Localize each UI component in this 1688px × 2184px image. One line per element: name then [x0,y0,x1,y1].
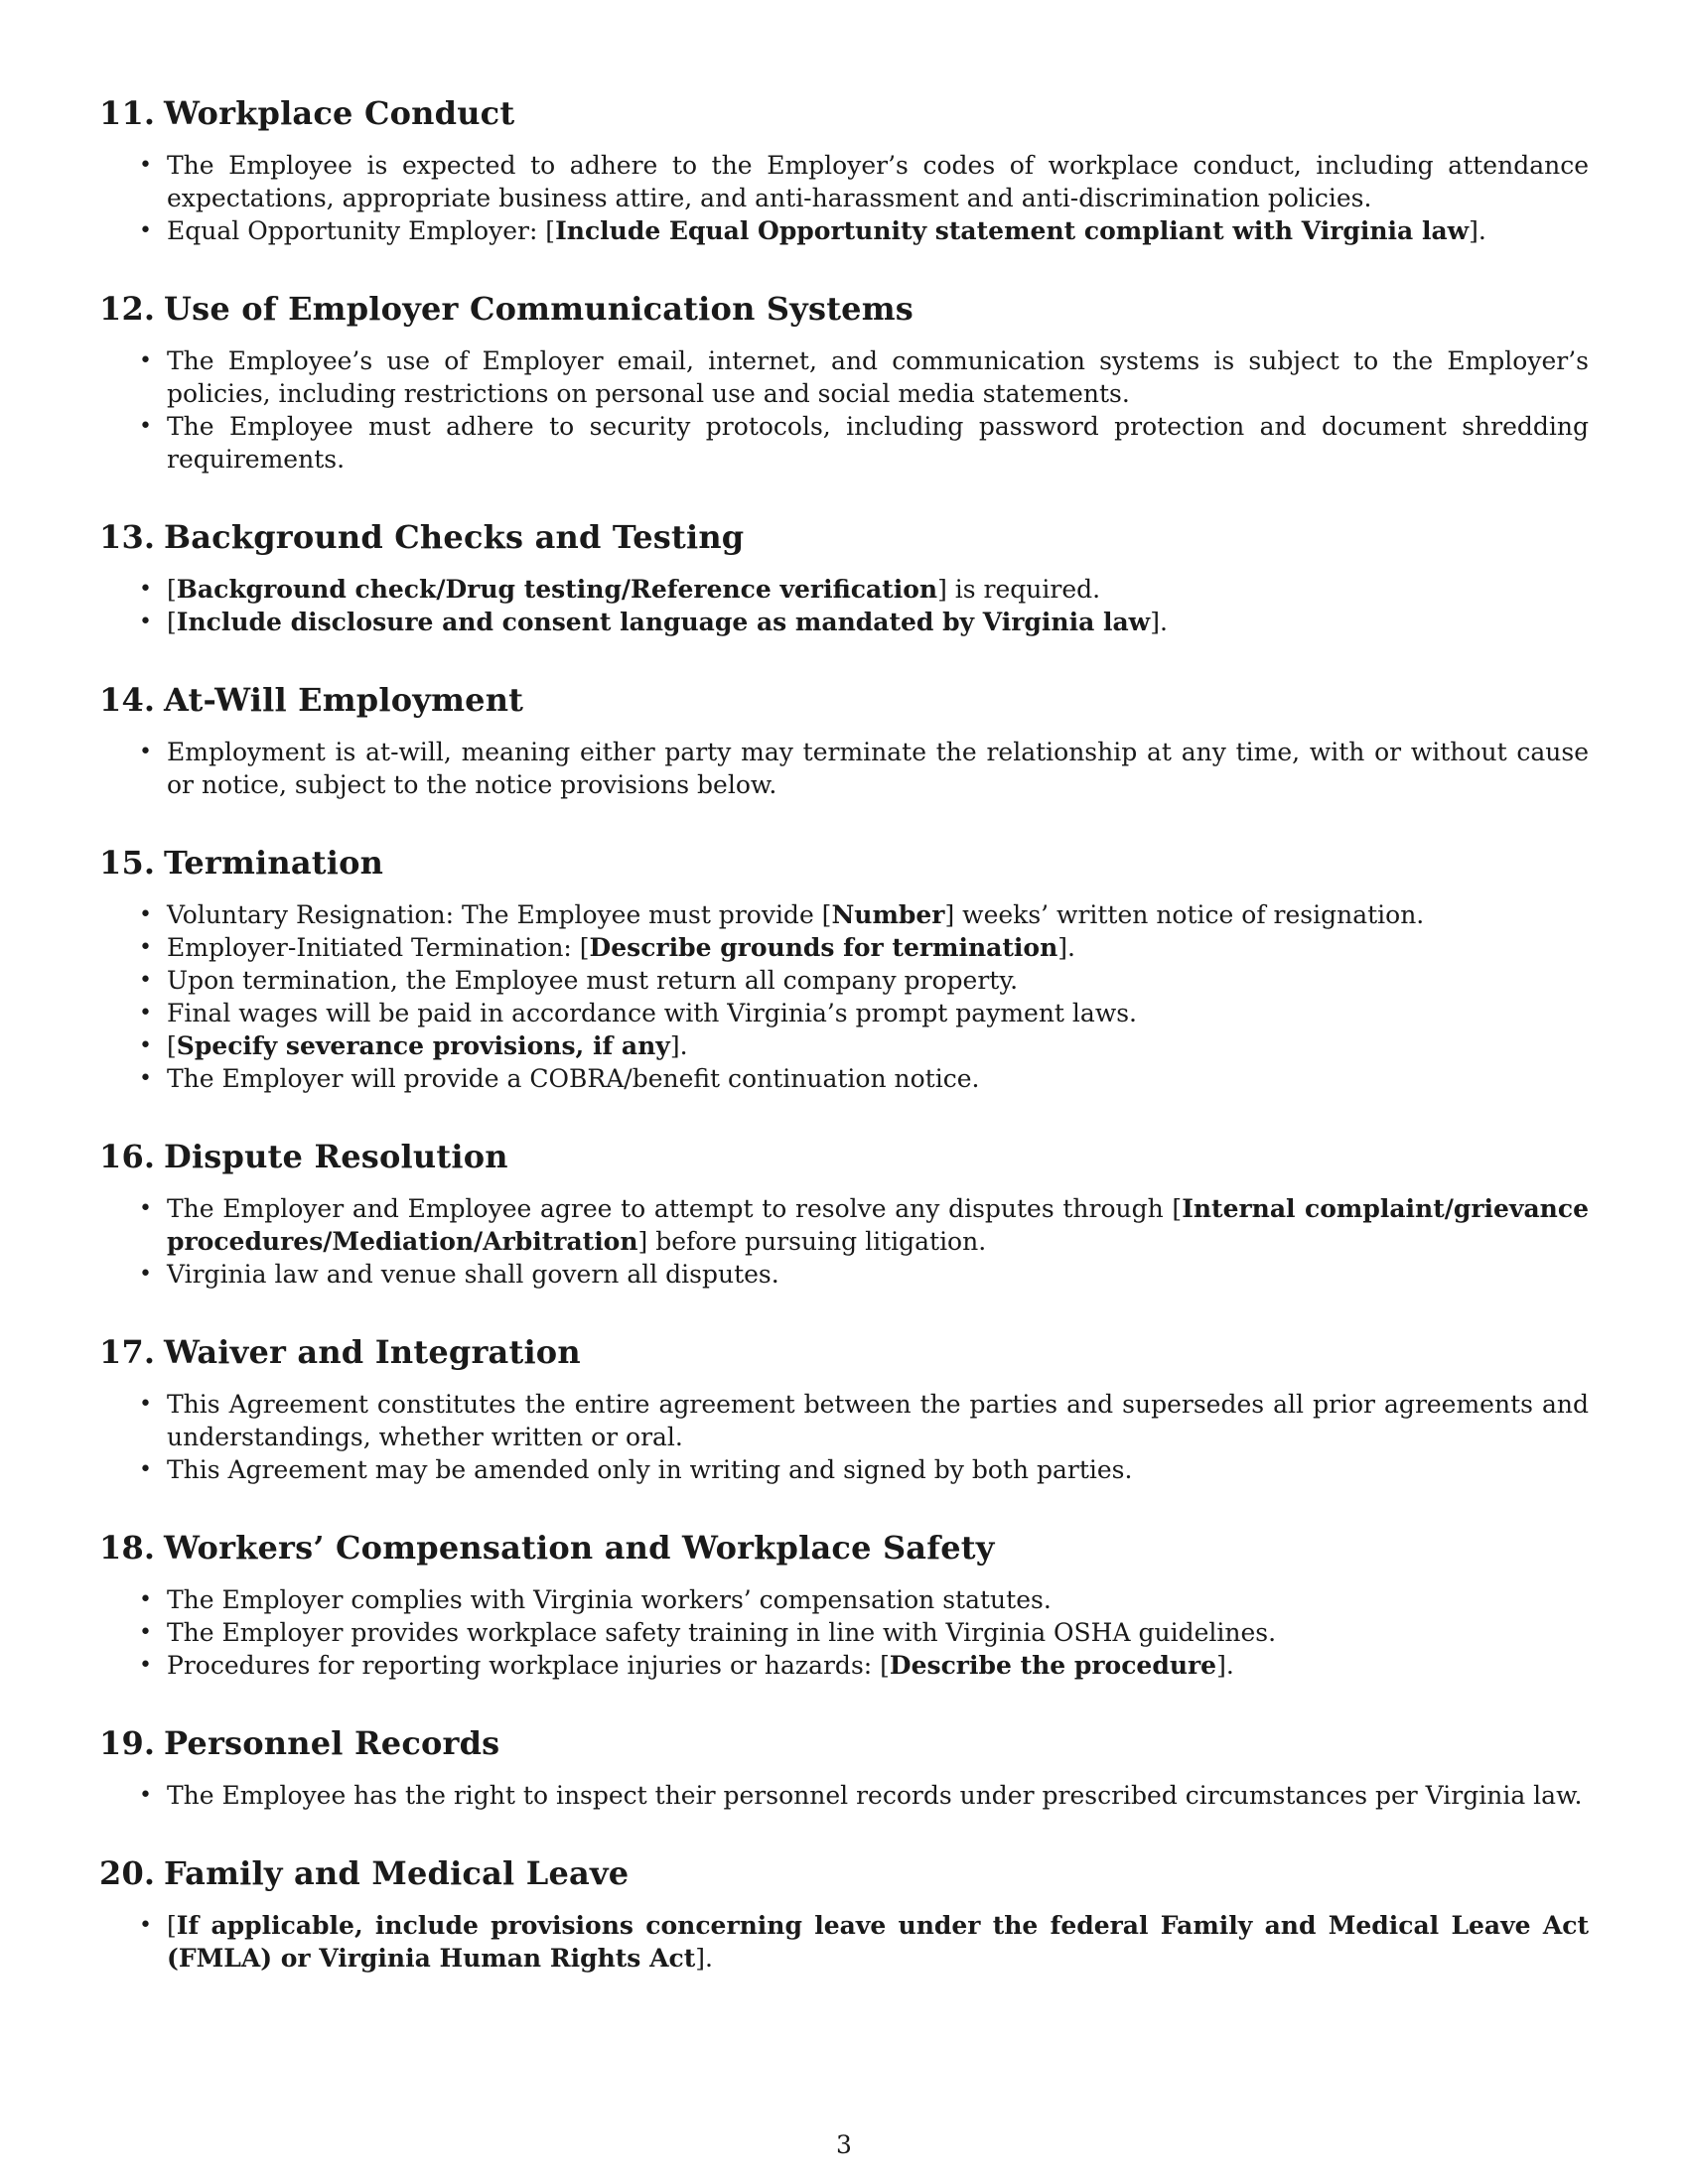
body-text: Employer-Initiated Termination: [ [167,933,590,962]
body-text: [ [167,1031,177,1060]
list-item [167,1192,1589,1258]
section-16 [99,1135,1589,1291]
section-title: Workplace Conduct [164,94,515,132]
page-number: 3 [836,2130,852,2159]
list-item [167,1453,1589,1486]
body-text: ]. [1150,608,1168,636]
body-text: Employment is at-will, meaning either party may terminate the relationship at any time, with or without cause or notice, subject to the notice provisions below. [167,738,1589,799]
list-item [167,1583,1589,1616]
placeholder-text: Describe grounds for termination [589,933,1058,962]
body-text: The Employer complies with Virginia workers’ compensation statutes. [167,1585,1052,1614]
list-item [167,1029,1589,1062]
bullet-list [99,1779,1589,1812]
section-number: 16. [99,1138,156,1175]
body-text: The Employer will provide a COBRA/benefit continuation notice. [167,1064,980,1093]
list-item [167,149,1589,214]
section-title: Family and Medical Leave [164,1854,630,1892]
bullet-list [99,1909,1589,1975]
section-number: 19. [99,1724,156,1762]
bullet-list [99,149,1589,247]
bullet-list [99,1192,1589,1291]
list-item [167,606,1589,638]
list-item [167,1649,1589,1682]
section-title: Workers’ Compensation and Workplace Safety [164,1529,995,1567]
list-item [167,736,1589,801]
placeholder-text: Number [831,900,945,929]
body-text: [ [167,1911,177,1940]
bullet-list [99,1583,1589,1682]
list-item [167,1062,1589,1095]
body-text: Upon termination, the Employee must return all company property. [167,966,1019,995]
placeholder-text: Describe the procedure [889,1651,1217,1680]
section-heading [99,1330,1589,1374]
list-item [167,1388,1589,1453]
body-text: Final wages will be paid in accordance with Virginia’s prompt payment laws. [167,999,1137,1027]
document-page [99,91,1589,2014]
section-number: 17. [99,1333,156,1371]
body-text: ]. [1216,1651,1234,1680]
placeholder-text: If applicable, include provisions concerning leave under the federal Family and Medical Leave Act (FMLA) or Virginia Human Rights Act [167,1911,1589,1973]
body-text: [ [167,575,177,604]
section-18 [99,1526,1589,1682]
placeholder-text: Include Equal Opportunity statement compliant with Virginia law [555,216,1470,245]
section-title: Personnel Records [164,1724,500,1762]
list-item [167,1616,1589,1649]
section-title: Use of Employer Communication Systems [164,290,914,328]
placeholder-text: Internal complaint/grievance procedures/Mediation/Arbitration [167,1194,1589,1256]
list-item [167,1258,1589,1291]
body-text: ]. [669,1031,688,1060]
list-item [167,410,1589,476]
section-13 [99,515,1589,638]
body-text: The Employee has the right to inspect their personnel records under prescribed circumstances per Virginia law. [167,1781,1583,1810]
bullet-list [99,573,1589,638]
body-text: ]. [1057,933,1075,962]
bullet-list [99,1388,1589,1486]
body-text: The Employee must adhere to security protocols, including password protection and document shredding requirements. [167,412,1589,474]
list-item [167,214,1589,247]
section-heading [99,678,1589,722]
bullet-list [99,736,1589,801]
list-item [167,997,1589,1029]
section-title: At-Will Employment [164,681,524,719]
body-text: Equal Opportunity Employer: [ [167,216,556,245]
body-text: The Employer provides workplace safety training in line with Virginia OSHA guidelines. [167,1618,1277,1647]
body-text: ]. [695,1944,713,1973]
section-heading [99,515,1589,559]
section-heading [99,91,1589,135]
section-number: 18. [99,1529,156,1567]
section-title: Background Checks and Testing [164,518,745,556]
list-item [167,1779,1589,1812]
body-text: ] is required. [937,575,1101,604]
section-number: 20. [99,1854,156,1892]
section-number: 14. [99,681,156,719]
body-text: This Agreement may be amended only in writing and signed by both parties. [167,1455,1133,1484]
body-text: ] before pursuing litigation. [637,1227,987,1256]
section-title: Waiver and Integration [164,1333,581,1371]
body-text: This Agreement constitutes the entire agreement between the parties and supersedes all prior agreements and understandings, whether written or oral. [167,1390,1589,1451]
section-17 [99,1330,1589,1486]
list-item [167,1909,1589,1975]
section-number: 11. [99,94,156,132]
bullet-list [99,898,1589,1095]
list-item [167,898,1589,931]
section-heading [99,1526,1589,1570]
placeholder-text: Include disclosure and consent language as mandated by Virginia law [176,608,1151,636]
placeholder-text: Background check/Drug testing/Reference verification [176,575,938,604]
section-15 [99,841,1589,1095]
placeholder-text: Specify severance provisions, if any [176,1031,670,1060]
list-item [167,344,1589,410]
section-heading [99,287,1589,331]
body-text: [ [167,608,177,636]
list-item [167,964,1589,997]
body-text: ] weeks’ written notice of resignation. [944,900,1425,929]
section-heading [99,1135,1589,1178]
section-number: 13. [99,518,156,556]
section-heading [99,841,1589,885]
section-number: 12. [99,290,156,328]
section-14 [99,678,1589,801]
section-12 [99,287,1589,476]
body-text: The Employer and Employee agree to attempt to resolve any disputes through [ [167,1194,1183,1223]
section-title: Dispute Resolution [164,1138,508,1175]
list-item [167,573,1589,606]
section-20 [99,1851,1589,1975]
section-19 [99,1721,1589,1812]
body-text: The Employee’s use of Employer email, internet, and communication systems is subject to the Employer’s policies, including restrictions on personal use and social media statements. [167,346,1589,408]
section-11 [99,91,1589,247]
section-heading [99,1721,1589,1765]
list-item [167,931,1589,964]
body-text: Procedures for reporting workplace injuries or hazards: [ [167,1651,890,1680]
body-text: Voluntary Resignation: The Employee must provide [ [167,900,832,929]
section-title: Termination [164,844,384,882]
section-number: 15. [99,844,156,882]
section-heading [99,1851,1589,1895]
body-text: ]. [1469,216,1486,245]
bullet-list [99,344,1589,476]
body-text: Virginia law and venue shall govern all disputes. [167,1260,779,1289]
body-text: The Employee is expected to adhere to the Employer’s codes of workplace conduct, including attendance expectations, appropriate business attire, and anti-harassment and anti-discrimination policies. [167,151,1589,212]
